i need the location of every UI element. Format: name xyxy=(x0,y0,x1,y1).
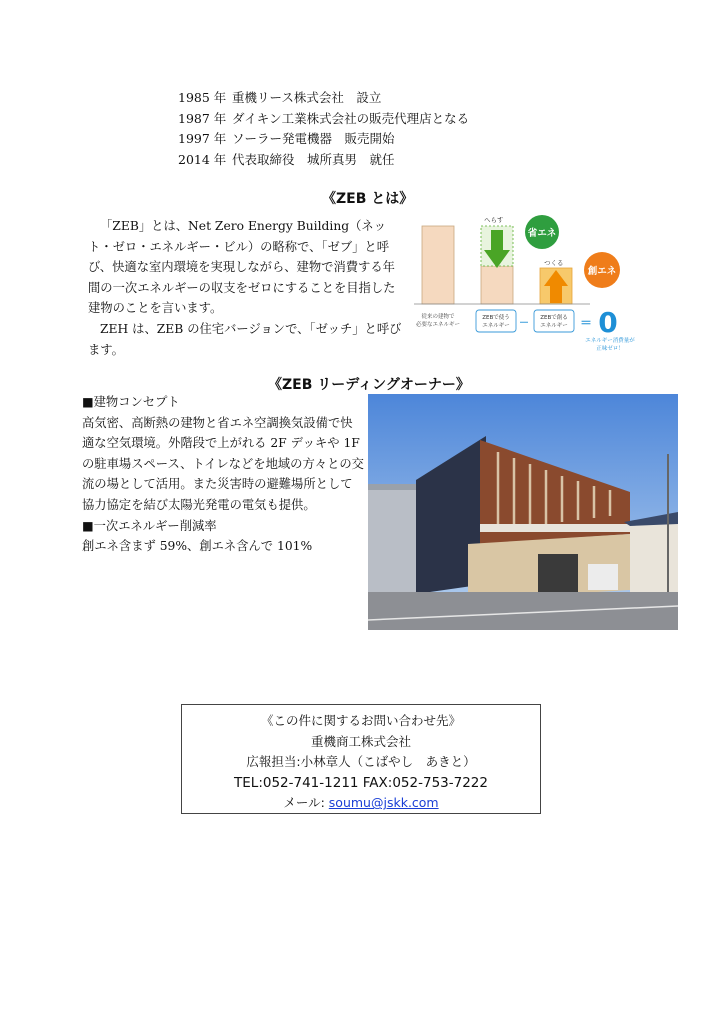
zeh-paragraph: ZEH は、ZEB の住宅バージョンで、「ゼッチ」と呼びます。 xyxy=(88,321,402,357)
zeb-diagram xyxy=(408,210,648,356)
history-year: 1997 年 xyxy=(178,131,227,146)
history-row xyxy=(178,150,469,171)
contact-title: 《この件に関するお問い合わせ先》 xyxy=(260,713,461,728)
history-text: ダイキン工業株式会社の販売代理店となる xyxy=(232,110,470,126)
contact-person: 広報担当:小林章人（こばやし あきと） xyxy=(246,754,476,770)
contact-mail-row xyxy=(182,793,540,814)
minus-sign: － xyxy=(519,318,529,329)
reduction-text: 創エネ含まず 59%、創エネ含んで 101% xyxy=(82,539,313,554)
conventional-energy-bar xyxy=(422,226,454,304)
save-badge-label: 省エネ xyxy=(527,228,557,239)
reduce-label: へらす xyxy=(484,216,504,224)
zeb-paragraph: 「ZEB」とは、Net Zero Energy Building（ネット・ゼロ・エネルギー・ビル）の略称で、「ゼブ」と呼び、快適な室内環境を実現しながら、建物で消費する年間の一次エネルギーの収支をゼロにすることを目指した建物のことを言います。 xyxy=(88,219,396,316)
leader-heading: 《ZEB リーディングオーナー》 xyxy=(268,377,470,393)
zeb-heading: 《ZEB とは》 xyxy=(322,191,414,207)
result-line-1: エネルギー消費量が xyxy=(585,338,635,344)
reduction-title: ■一次エネルギー削減率 xyxy=(82,518,217,533)
history-text: ソーラー発電機器 販売開始 xyxy=(232,131,395,146)
concept-text: 高気密、高断熱の建物と省エネ空調換気設備で快適な空気環境。外階段で上がれる 2F デッキや 1F の駐車場スペース、トイレなどを地域の方々との交流の場として活用。また災害時の避難場所として協力協定を結び太陽光発電の電気も提供。 xyxy=(82,415,364,512)
create-small-label: つくる xyxy=(544,259,564,267)
building-concept xyxy=(82,392,364,557)
zero-value: 0 xyxy=(598,306,618,339)
use-box-line-2: エネルギー xyxy=(482,323,510,329)
history-row xyxy=(178,88,469,109)
conventional-caption-2: 必要なエネルギー xyxy=(415,322,461,328)
building-photo xyxy=(368,394,678,630)
mail-link[interactable]: soumu@jskk.com xyxy=(328,795,439,811)
contact-company: 重機商工株式会社 xyxy=(310,733,411,749)
history-text: 重機リース株式会社 設立 xyxy=(232,90,382,105)
mail-label: メール: xyxy=(283,795,329,811)
contact-box xyxy=(181,704,541,814)
history-year: 2014 年 xyxy=(178,151,227,167)
result-line-2: 正味ゼロ！ xyxy=(596,346,624,352)
zeb-description xyxy=(88,216,404,360)
concept-title: ■建物コンセプト xyxy=(82,395,180,409)
history-text: 代表取締役 城所真男 就任 xyxy=(232,151,395,167)
create-badge-label: 創エネ xyxy=(587,266,617,277)
make-box-line-1: ZEBで創る xyxy=(540,315,568,321)
history-row xyxy=(178,109,469,130)
use-box-line-1: ZEBで使う xyxy=(482,315,510,321)
company-history xyxy=(178,88,469,170)
history-year: 1987 年 xyxy=(178,110,227,126)
zeb-use-bar xyxy=(481,266,513,304)
equals-sign: ＝ xyxy=(579,316,593,330)
contact-tel-fax: TEL:052-741-1211 FAX:052-753-7222 xyxy=(234,774,488,791)
history-row xyxy=(178,129,469,150)
make-box-line-2: エネルギー xyxy=(540,323,568,329)
conventional-caption-1: 従来の建物で xyxy=(421,314,455,320)
history-year: 1985 年 xyxy=(178,90,227,105)
